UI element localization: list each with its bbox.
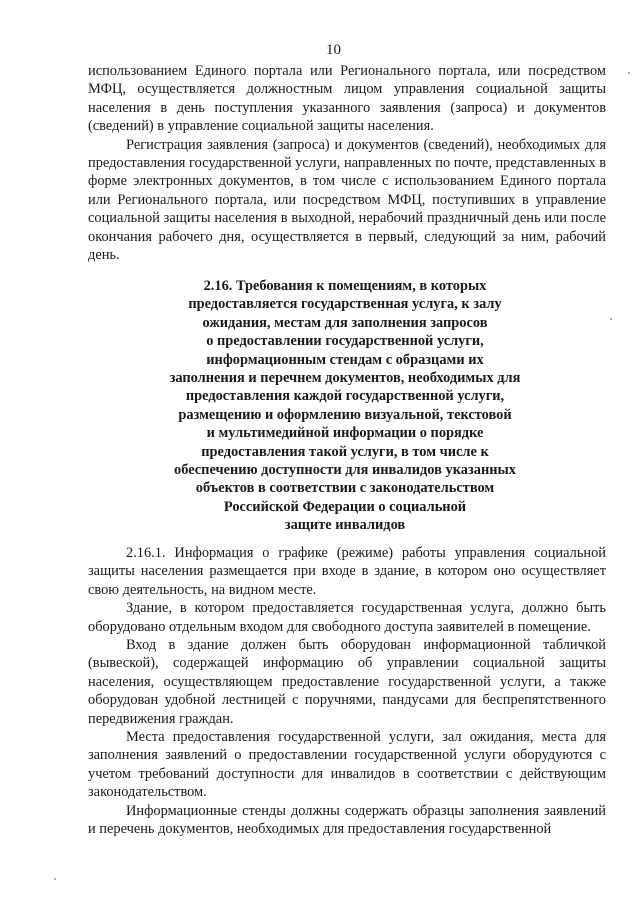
paragraph-info-stands: Информационные стенды должны содержать образцы заполнения заявлений и перечень документов, необходимых для предоставления государственной — [88, 802, 606, 838]
scan-artifact — [54, 878, 56, 880]
page-number: 10 — [326, 42, 341, 58]
heading-line: предоставления такой услуги, в том числе к — [201, 443, 489, 460]
scan-artifact — [628, 72, 630, 74]
paragraph-2-16-1: 2.16.1. Информация о графике (режиме) работы управления социальной защиты населения размещается при входе в здание, в котором оно осуществляет свою деятельность, на видном месте. — [88, 545, 606, 598]
paragraph-building-entrance: Здание, в котором предоставляется государственная услуга, должно быть оборудовано отдельным входом для свободного доступа заявителей в помещение. — [88, 600, 606, 635]
paragraph-continuation: использованием Единого портала или Регионального портала, или посредством МФЦ, осуществляется должностным лицом управления социальной защиты населения в день поступления указанного заявления (запроса) и документов (сведений) в управление социальной защиты населения. — [88, 63, 606, 135]
heading-line: Российской Федерации о социальной — [223, 498, 467, 515]
heading-line: информационным стендам с образцами их — [206, 351, 484, 368]
section-heading-2-16 — [140, 277, 550, 535]
heading-line: объектов в соответствии с законодательством — [195, 480, 495, 497]
heading-line: заполнения и перечнем документов, необходимых для — [169, 370, 521, 387]
paragraph-waiting-areas: Места предоставления государственной услуги, зал ожидания, места для заполнения заявлений о предоставлении государственной услуги оборудуются с учетом требований доступности для инвалидов в соответствии с действующим законодательством. — [88, 729, 606, 801]
heading-line: 2.16. Требования к помещениям, в которых — [203, 278, 487, 294]
scan-artifact — [610, 318, 612, 320]
heading-line: обеспечению доступности для инвалидов указанных — [174, 462, 516, 479]
bottom-text-block — [88, 544, 606, 839]
paragraph-entrance-sign: Вход в здание должен быть оборудован информационной табличкой (вывеской), содержащей информацию об управлении социальной защиты населения, осуществляющем предоставление государственной услуги, а также оборудован удобной лестницей с поручнями, пандусами для беспрепятственного передвижения граждан. — [88, 637, 606, 727]
heading-line: предоставляется государственная услуга, к залу — [188, 296, 502, 313]
heading-line: защите инвалидов — [284, 517, 406, 534]
heading-line: размещению и оформлению визуальной, текстовой — [178, 406, 512, 423]
paragraph-registration: Регистрация заявления (запроса) и документов (сведений), необходимых для предоставления государственной услуги, направленных по почте, представленных в форме электронных документов, в том числе с использованием Единого портала или Регионального портала, или посредством МФЦ, поступивших в управление социальной защиты населения в выходной, нерабочий праздничный день или после окончания рабочего дня, осуществляется в первый, следующий за ним, рабочий день. — [88, 136, 606, 264]
heading-line: и мультимедийной информации о порядке — [206, 425, 484, 442]
top-text-block — [88, 62, 606, 264]
heading-line: предоставления каждой государственной услуги, — [185, 388, 505, 405]
heading-line: ожидания, местам для заполнения запросов — [202, 314, 488, 331]
heading-line: о предоставлении государственной услуги, — [206, 333, 484, 350]
